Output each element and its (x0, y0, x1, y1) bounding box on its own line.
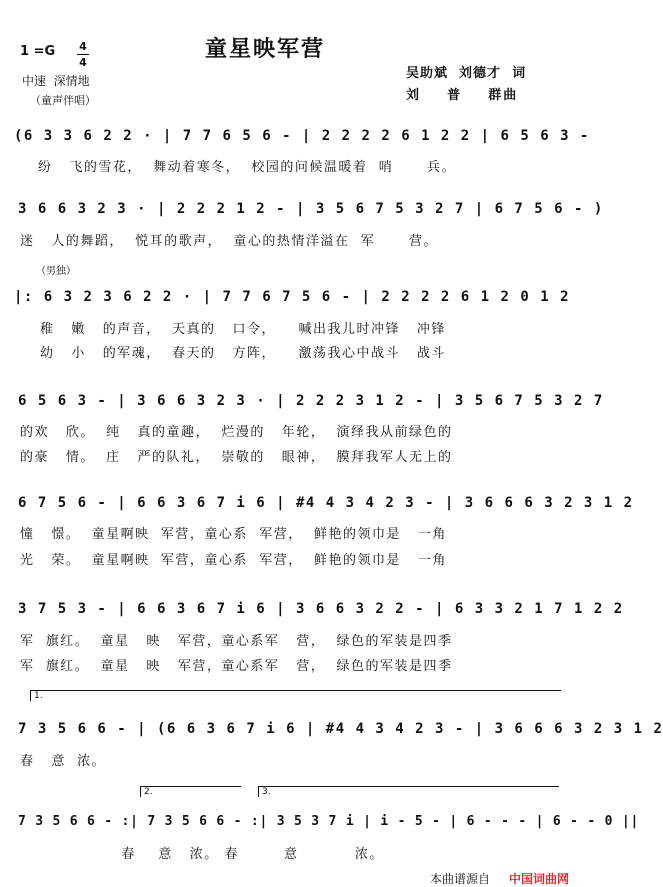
score-line-4-lyrics-verse1: 的欢 欣。 纯 真的童趣， 烂漫的 年轮， 演绎我从前绿色的 (20, 425, 453, 440)
song-title: 童星映军营 (205, 37, 326, 62)
score-line-4-notes: 6 5 6 3 - | 3 6 6 3 2 3 · | 2 2 2 3 1 2 - | 3 5 6 7 5 3 2 7 (18, 393, 604, 409)
score-line-7-notes: 7 3 5 6 6 - | (6 6 3 6 7 i 6 | #4 4 3 4 2 3 - | 3 6 6 6 3 2 3 1 2 (18, 721, 663, 737)
footer-site-link[interactable]: 中国词曲网 (509, 872, 570, 886)
footer-source-text: 本曲谱源自 (430, 872, 491, 886)
volta-1-label: 1. (34, 691, 43, 701)
lyricists-credit: 吴助斌 刘德才 词 (406, 66, 527, 81)
score-line-2-lyrics: 迷 人的舞蹈， 悦耳的歌声， 童心的热情洋溢在 军 营。 (20, 234, 438, 249)
score-line-6-lyrics-verse1: 军 旗红。 童星 映 军营，童心系军 营， 绿色的军装是四季 (20, 634, 453, 649)
score-line-5-notes: 6 7 5 6 - | 6 6 3 6 7 i 6 | #4 4 3 4 2 3 - | 3 6 6 6 3 2 3 1 2 (18, 495, 634, 511)
score-line-7-lyrics: 春 意 浓。 (20, 754, 107, 769)
score-line-6-lyrics-verse2: 军 旗红。 童星 映 军营，童心系军 营， 绿色的军装是四季 (20, 659, 453, 674)
score-line-8-notes: 7 3 5 6 6 - :| 7 3 5 6 6 - :| 3 5 3 7 i | i - 5 - | 6 - - - | 6 - - 0 || (18, 814, 640, 829)
time-signature (76, 40, 90, 69)
score-line-3-lyrics-verse1: 稚 嫩 的声音， 天真的 口令， 喊出我儿时冲锋 冲锋 (40, 322, 446, 337)
score-line-1-lyrics: 纷 飞的雪花， 舞动着寒冬， 校园的问候温暖着 哨 兵。 (38, 160, 456, 175)
time-signature-divider (77, 54, 89, 55)
tempo-marking: 中速 深情地 (22, 74, 90, 88)
score-line-1-notes: (6 3 3 6 2 2 · | 7 7 6 5 6 - | 2 2 2 2 6 1 2 2 | 6 5 6 3 - (14, 128, 590, 144)
score-line-5-lyrics-verse2: 光 荣。 童星啊映 军营，童心系 军营， 鲜艳的领巾是 一角 (20, 553, 447, 568)
score-line-4-lyrics-verse2: 的豪 情。 庄 严的队礼， 崇敬的 眼神， 膜拜我军人无上的 (20, 450, 453, 465)
performance-note: （童声伴唱） (30, 94, 96, 107)
volta-bracket-1 (30, 690, 561, 701)
composer-credit: 刘 普 群曲 (406, 88, 519, 103)
score-line-2-notes: 3 6 6 3 2 3 · | 2 2 2 1 2 - | 3 5 6 7 5 3 2 7 | 6 7 5 6 - ) (18, 201, 604, 217)
score-line-6-notes: 3 7 5 3 - | 6 6 3 6 7 i 6 | 3 6 6 3 2 2 - | 6 3 3 2 1 7 1 2 2 (18, 601, 624, 617)
volta-bracket-3 (258, 786, 559, 797)
score-line-8-lyrics: 春 意 浓。 春 意 浓。 (20, 847, 384, 862)
male-solo-marker: （男独） (36, 266, 76, 277)
time-signature-denominator: 4 (79, 56, 87, 69)
score-line-3-lyrics-verse2: 幼 小 的军魂， 春天的 方阵， 激荡我心中战斗 战斗 (40, 346, 446, 361)
score-line-5-lyrics-verse1: 憧 憬。 童星啊映 军营，童心系 军营， 鲜艳的领巾是 一角 (20, 527, 447, 542)
volta-2-label: 2. (144, 787, 153, 797)
score-line-3-notes: |: 6 3 2 3 6 2 2 · | 7 7 6 7 5 6 - | 2 2 2 2 6 1 2 0 1 2 (14, 289, 571, 305)
volta-bracket-2 (140, 786, 241, 797)
key-signature: 1 =G (20, 44, 56, 59)
time-signature-numerator: 4 (79, 40, 87, 53)
volta-3-label: 3. (262, 787, 271, 797)
